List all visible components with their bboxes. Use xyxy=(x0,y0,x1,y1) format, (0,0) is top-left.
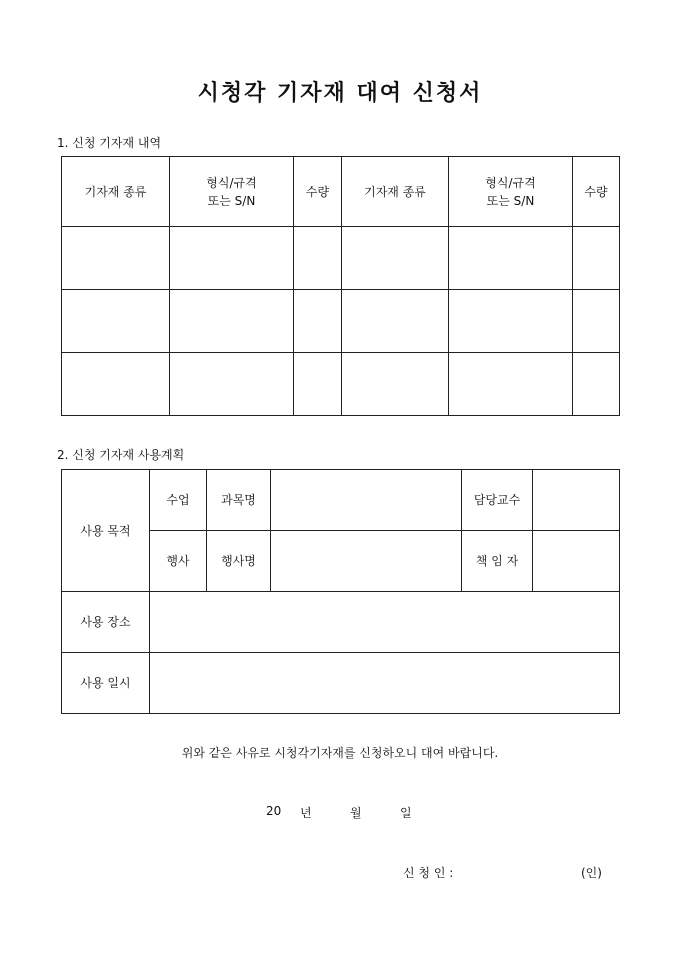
equipment-row xyxy=(62,227,620,290)
model-sn-cell[interactable] xyxy=(170,353,294,416)
place-field[interactable] xyxy=(150,592,620,653)
equipment-type-cell[interactable] xyxy=(342,290,449,353)
seal-mark: (인) xyxy=(581,866,602,880)
manager-field[interactable] xyxy=(533,531,620,592)
section1-heading: 1. 신청 기자재 내역 xyxy=(57,136,162,150)
date-year-prefix: 20 xyxy=(266,804,282,818)
course-name-field[interactable] xyxy=(271,470,462,531)
model-sn-cell[interactable] xyxy=(449,353,573,416)
event-label: 행사 xyxy=(150,531,207,592)
equipment-type-cell[interactable] xyxy=(62,290,170,353)
manager-label: 책 임 자 xyxy=(462,531,533,592)
model-header-line1: 형식/규격 xyxy=(485,175,536,190)
equipment-row xyxy=(62,290,620,353)
quantity-header: 수량 xyxy=(294,157,342,227)
applicant-label: 신 청 인 : xyxy=(403,866,454,880)
datetime-field[interactable] xyxy=(150,653,620,714)
signature-line xyxy=(403,864,613,880)
date-day-label: 일 xyxy=(400,806,412,820)
model-header-line2: 또는 S/N xyxy=(486,193,535,208)
equipment-type-cell[interactable] xyxy=(342,353,449,416)
place-label: 사용 장소 xyxy=(62,592,150,653)
quantity-cell[interactable] xyxy=(573,353,620,416)
model-sn-cell[interactable] xyxy=(170,290,294,353)
datetime-row xyxy=(62,653,620,714)
equipment-row xyxy=(62,353,620,416)
date-line xyxy=(266,804,426,820)
course-name-label: 과목명 xyxy=(207,470,271,531)
purpose-label: 사용 목적 xyxy=(62,470,150,592)
model-sn-cell[interactable] xyxy=(449,290,573,353)
model-sn-header xyxy=(170,157,294,227)
equipment-type-cell[interactable] xyxy=(342,227,449,290)
event-name-field[interactable] xyxy=(271,531,462,592)
model-sn-header xyxy=(449,157,573,227)
date-year-label: 년 xyxy=(300,806,312,820)
equipment-type-cell[interactable] xyxy=(62,353,170,416)
quantity-cell[interactable] xyxy=(294,290,342,353)
request-statement: 위와 같은 사유로 시청각기자재를 신청하오니 대여 바랍니다. xyxy=(181,746,499,760)
document-title: 시청각 기자재 대여 신청서 xyxy=(197,80,483,106)
professor-field[interactable] xyxy=(533,470,620,531)
equipment-type-header: 기자재 종류 xyxy=(342,157,449,227)
professor-label: 담당교수 xyxy=(462,470,533,531)
equipment-type-cell[interactable] xyxy=(62,227,170,290)
quantity-cell[interactable] xyxy=(573,290,620,353)
model-header-line1: 형식/규격 xyxy=(206,175,257,190)
class-label: 수업 xyxy=(150,470,207,531)
equipment-type-header: 기자재 종류 xyxy=(62,157,170,227)
equipment-table xyxy=(61,156,620,416)
place-row xyxy=(62,592,620,653)
usage-plan-table xyxy=(61,469,620,714)
datetime-label: 사용 일시 xyxy=(62,653,150,714)
equipment-header-row xyxy=(62,157,620,227)
quantity-header: 수량 xyxy=(573,157,620,227)
quantity-cell[interactable] xyxy=(573,227,620,290)
quantity-cell[interactable] xyxy=(294,353,342,416)
purpose-class-row xyxy=(62,470,620,531)
model-header-line2: 또는 S/N xyxy=(207,193,256,208)
date-month-label: 월 xyxy=(350,806,362,820)
quantity-cell[interactable] xyxy=(294,227,342,290)
model-sn-cell[interactable] xyxy=(170,227,294,290)
model-sn-cell[interactable] xyxy=(449,227,573,290)
event-name-label: 행사명 xyxy=(207,531,271,592)
section2-heading: 2. 신청 기자재 사용계획 xyxy=(57,448,185,462)
